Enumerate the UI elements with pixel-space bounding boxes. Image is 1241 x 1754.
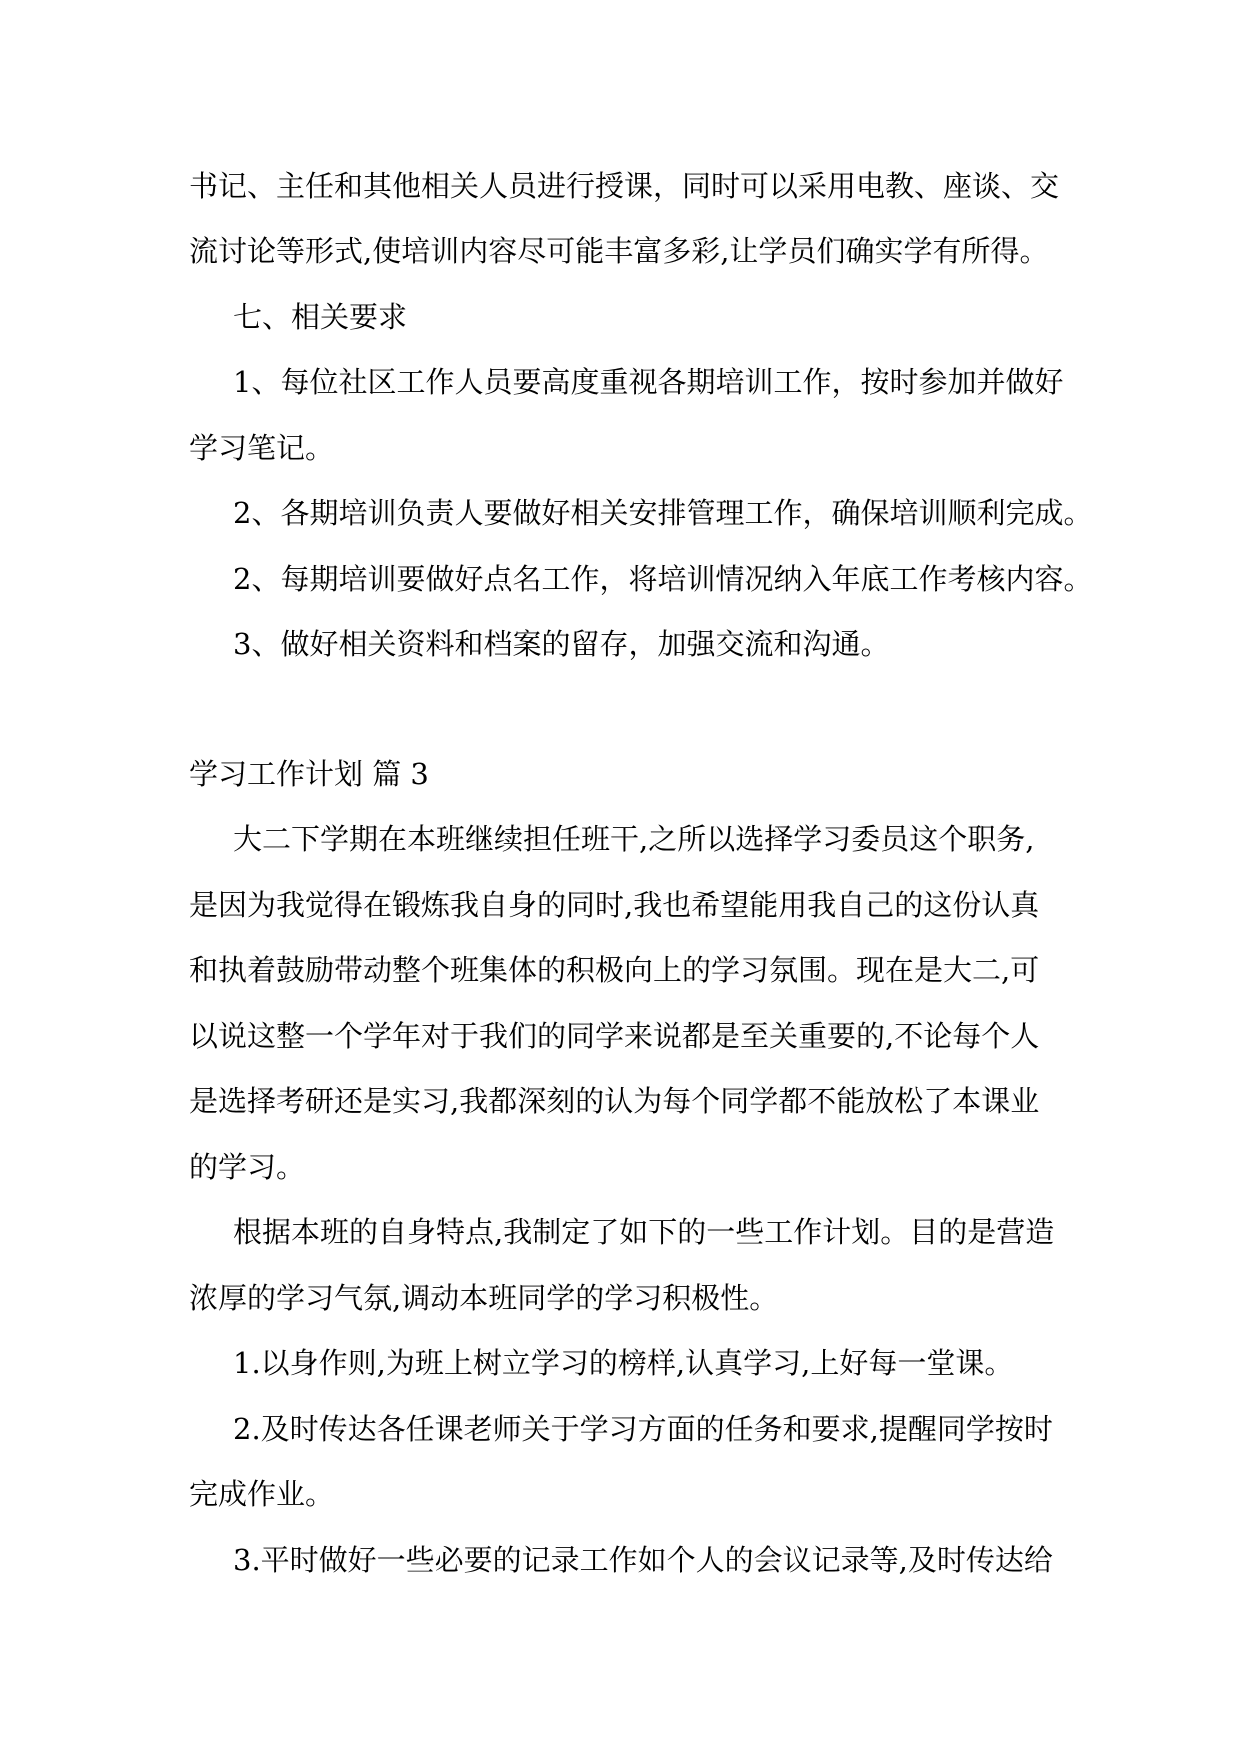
paragraph-line: 是因为我觉得在锻炼我自身的同时,我也希望能用我自己的这份认真 bbox=[189, 888, 1040, 922]
plan-item-line: 完成作业。 bbox=[189, 1477, 335, 1511]
plan-item-line: 3.平时做好一些必要的记录工作如个人的会议记录等,及时传达给 bbox=[233, 1543, 1053, 1577]
requirement-item-line: 学习笔记。 bbox=[189, 431, 335, 465]
plan-title: 学习工作计划 篇 3 bbox=[189, 757, 429, 791]
paragraph-line: 书记、主任和其他相关人员进行授课，同时可以采用电教、座谈、交 bbox=[189, 169, 1060, 203]
paragraph-line: 和执着鼓励带动整个班集体的积极向上的学习氛围。现在是大二,可 bbox=[189, 953, 1040, 987]
plan-item-line: 2.及时传达各任课老师关于学习方面的任务和要求,提醒同学按时 bbox=[233, 1412, 1053, 1446]
requirement-item-line: 2、各期培训负责人要做好相关安排管理工作，确保培训顺利完成。 bbox=[233, 496, 1093, 530]
paragraph-line: 浓厚的学习气氛,调动本班同学的学习积极性。 bbox=[189, 1281, 779, 1315]
plan-item-line: 1.以身作则,为班上树立学习的榜样,认真学习,上好每一堂课。 bbox=[233, 1346, 1014, 1380]
requirement-item-line: 2、每期培训要做好点名工作，将培训情况纳入年底工作考核内容。 bbox=[233, 562, 1093, 596]
paragraph-line: 的学习。 bbox=[189, 1150, 306, 1184]
paragraph-line: 是选择考研还是实习,我都深刻的认为每个同学都不能放松了本课业 bbox=[189, 1084, 1040, 1118]
paragraph-line: 流讨论等形式,使培训内容尽可能丰富多彩,让学员们确实学有所得。 bbox=[189, 234, 1049, 268]
requirement-item-line: 3、做好相关资料和档案的留存，加强交流和沟通。 bbox=[233, 627, 890, 661]
paragraph-line: 大二下学期在本班继续担任班干,之所以选择学习委员这个职务, bbox=[233, 822, 1035, 856]
paragraph-line: 根据本班的自身特点,我制定了如下的一些工作计划。目的是营造 bbox=[233, 1215, 1055, 1249]
paragraph-line: 以说这整一个学年对于我们的同学来说都是至关重要的,不论每个人 bbox=[189, 1019, 1040, 1053]
requirement-item-line: 1、每位社区工作人员要高度重视各期培训工作，按时参加并做好 bbox=[233, 365, 1064, 399]
section-heading: 七、相关要求 bbox=[233, 300, 408, 334]
